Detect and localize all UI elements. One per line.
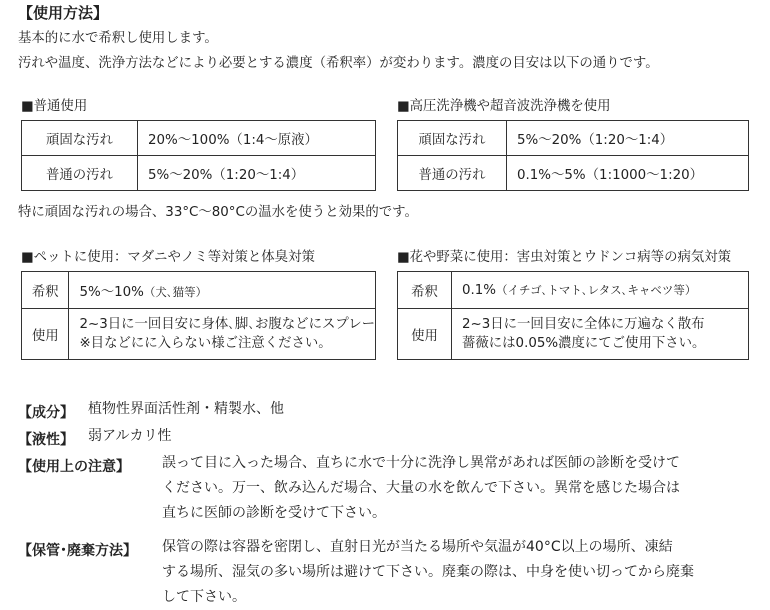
dilution-note: （イチゴ､トマト､レタス､キャベツ等） — [496, 283, 697, 297]
pet-use-table — [21, 271, 376, 360]
storage-label: 【保管･廃棄方法】 — [18, 543, 137, 559]
storage-line: する場所、湿気の多い場所は避けて下さい。廃棄の際は、中身を使い切ってから廃棄 — [162, 564, 694, 580]
row-label: 普通の汚れ — [22, 156, 138, 191]
storage-line: して下さい。 — [162, 589, 246, 605]
dilution-note: （犬､猫等） — [143, 284, 208, 299]
normal-use-heading: ■普通使用 — [21, 99, 88, 114]
caution-line: 誤って目に入った場合、直ちに水で十分に洗浄し異常があれば医師の診断を受けて — [162, 455, 680, 471]
machine-use-heading: ■高圧洗浄機や超音波洗浄機を使用 — [397, 99, 611, 114]
pet-use-heading: ■ペットに使用：マダニやノミ等対策と体臭対策 — [21, 250, 315, 265]
caution-label: 【使用上の注意】 — [18, 459, 130, 475]
normal-use-table — [21, 120, 376, 191]
use-line: 2~3日に一回目安に身体､脚､お腹などにスプレー — [79, 317, 375, 332]
plant-use-table — [397, 271, 749, 360]
machine-use-table — [397, 120, 749, 191]
table-row — [398, 121, 749, 156]
section-title: 【使用方法】 — [18, 4, 109, 22]
row-label: 普通の汚れ — [398, 156, 507, 191]
use-label: 使用 — [22, 309, 69, 360]
storage-text — [162, 535, 694, 610]
table-row — [22, 156, 376, 191]
use-cell — [69, 309, 376, 360]
intro-line-1: 基本的に水で希釈し使用します。 — [18, 31, 218, 46]
use-line: 2~3日に一回目安に全体に万遍なく散布 — [462, 317, 705, 332]
liquid-value: 弱アルカリ性 — [88, 428, 172, 444]
dilution-label: 希釈 — [398, 272, 452, 309]
table-row — [22, 121, 376, 156]
table-row — [398, 156, 749, 191]
row-label: 頑固な汚れ — [398, 121, 507, 156]
hot-water-note: 特に頑固な汚れの場合、33°C～80°Cの温水を使うと効果的です。 — [18, 205, 418, 220]
dilution-value: 0.1% — [462, 283, 497, 298]
row-value: 5%～20%（1:20～1:4） — [138, 156, 376, 191]
dilution-value: 5%～10% — [79, 284, 144, 300]
caution-text — [162, 451, 680, 526]
use-cell — [452, 309, 749, 360]
caution-line: 直ちに医師の診断を受けて下さい。 — [162, 505, 386, 521]
use-line: ※目などにに入らない様ご注意ください。 — [79, 336, 332, 351]
dilution-label: 希釈 — [22, 272, 69, 309]
caution-line: ください。万一、飲み込んだ場合、大量の水を飲んで下さい。異常を感じた場合は — [162, 480, 680, 496]
table-row — [398, 309, 749, 360]
use-line: 薔薇には0.05%濃度にてご使用下さい。 — [462, 336, 706, 351]
row-value: 5%～20%（1:20～1:4） — [507, 121, 749, 156]
intro-line-2: 汚れや温度、洗浄方法などにより必要とする濃度（希釈率）が変わります。濃度の目安は以下の通りです。 — [18, 56, 659, 71]
liquid-label: 【液性】 — [18, 432, 74, 448]
use-label: 使用 — [398, 309, 452, 360]
ingredients-label: 【成分】 — [18, 405, 74, 421]
ingredients-value: 植物性界面活性剤・精製水、他 — [88, 401, 284, 417]
table-row — [22, 272, 376, 309]
row-label: 頑固な汚れ — [22, 121, 138, 156]
dilution-cell — [452, 272, 749, 309]
table-row — [22, 309, 376, 360]
table-row — [398, 272, 749, 309]
row-value: 0.1%～5%（1:1000～1:20） — [507, 156, 749, 191]
plant-use-heading: ■花や野菜に使用：害虫対策とウドンコ病等の病気対策 — [397, 250, 732, 265]
row-value: 20%～100%（1:4～原液） — [138, 121, 376, 156]
storage-line: 保管の際は容器を密閉し、直射日光が当たる場所や気温が40°C以上の場所、凍結 — [162, 539, 673, 555]
dilution-cell — [69, 272, 376, 309]
